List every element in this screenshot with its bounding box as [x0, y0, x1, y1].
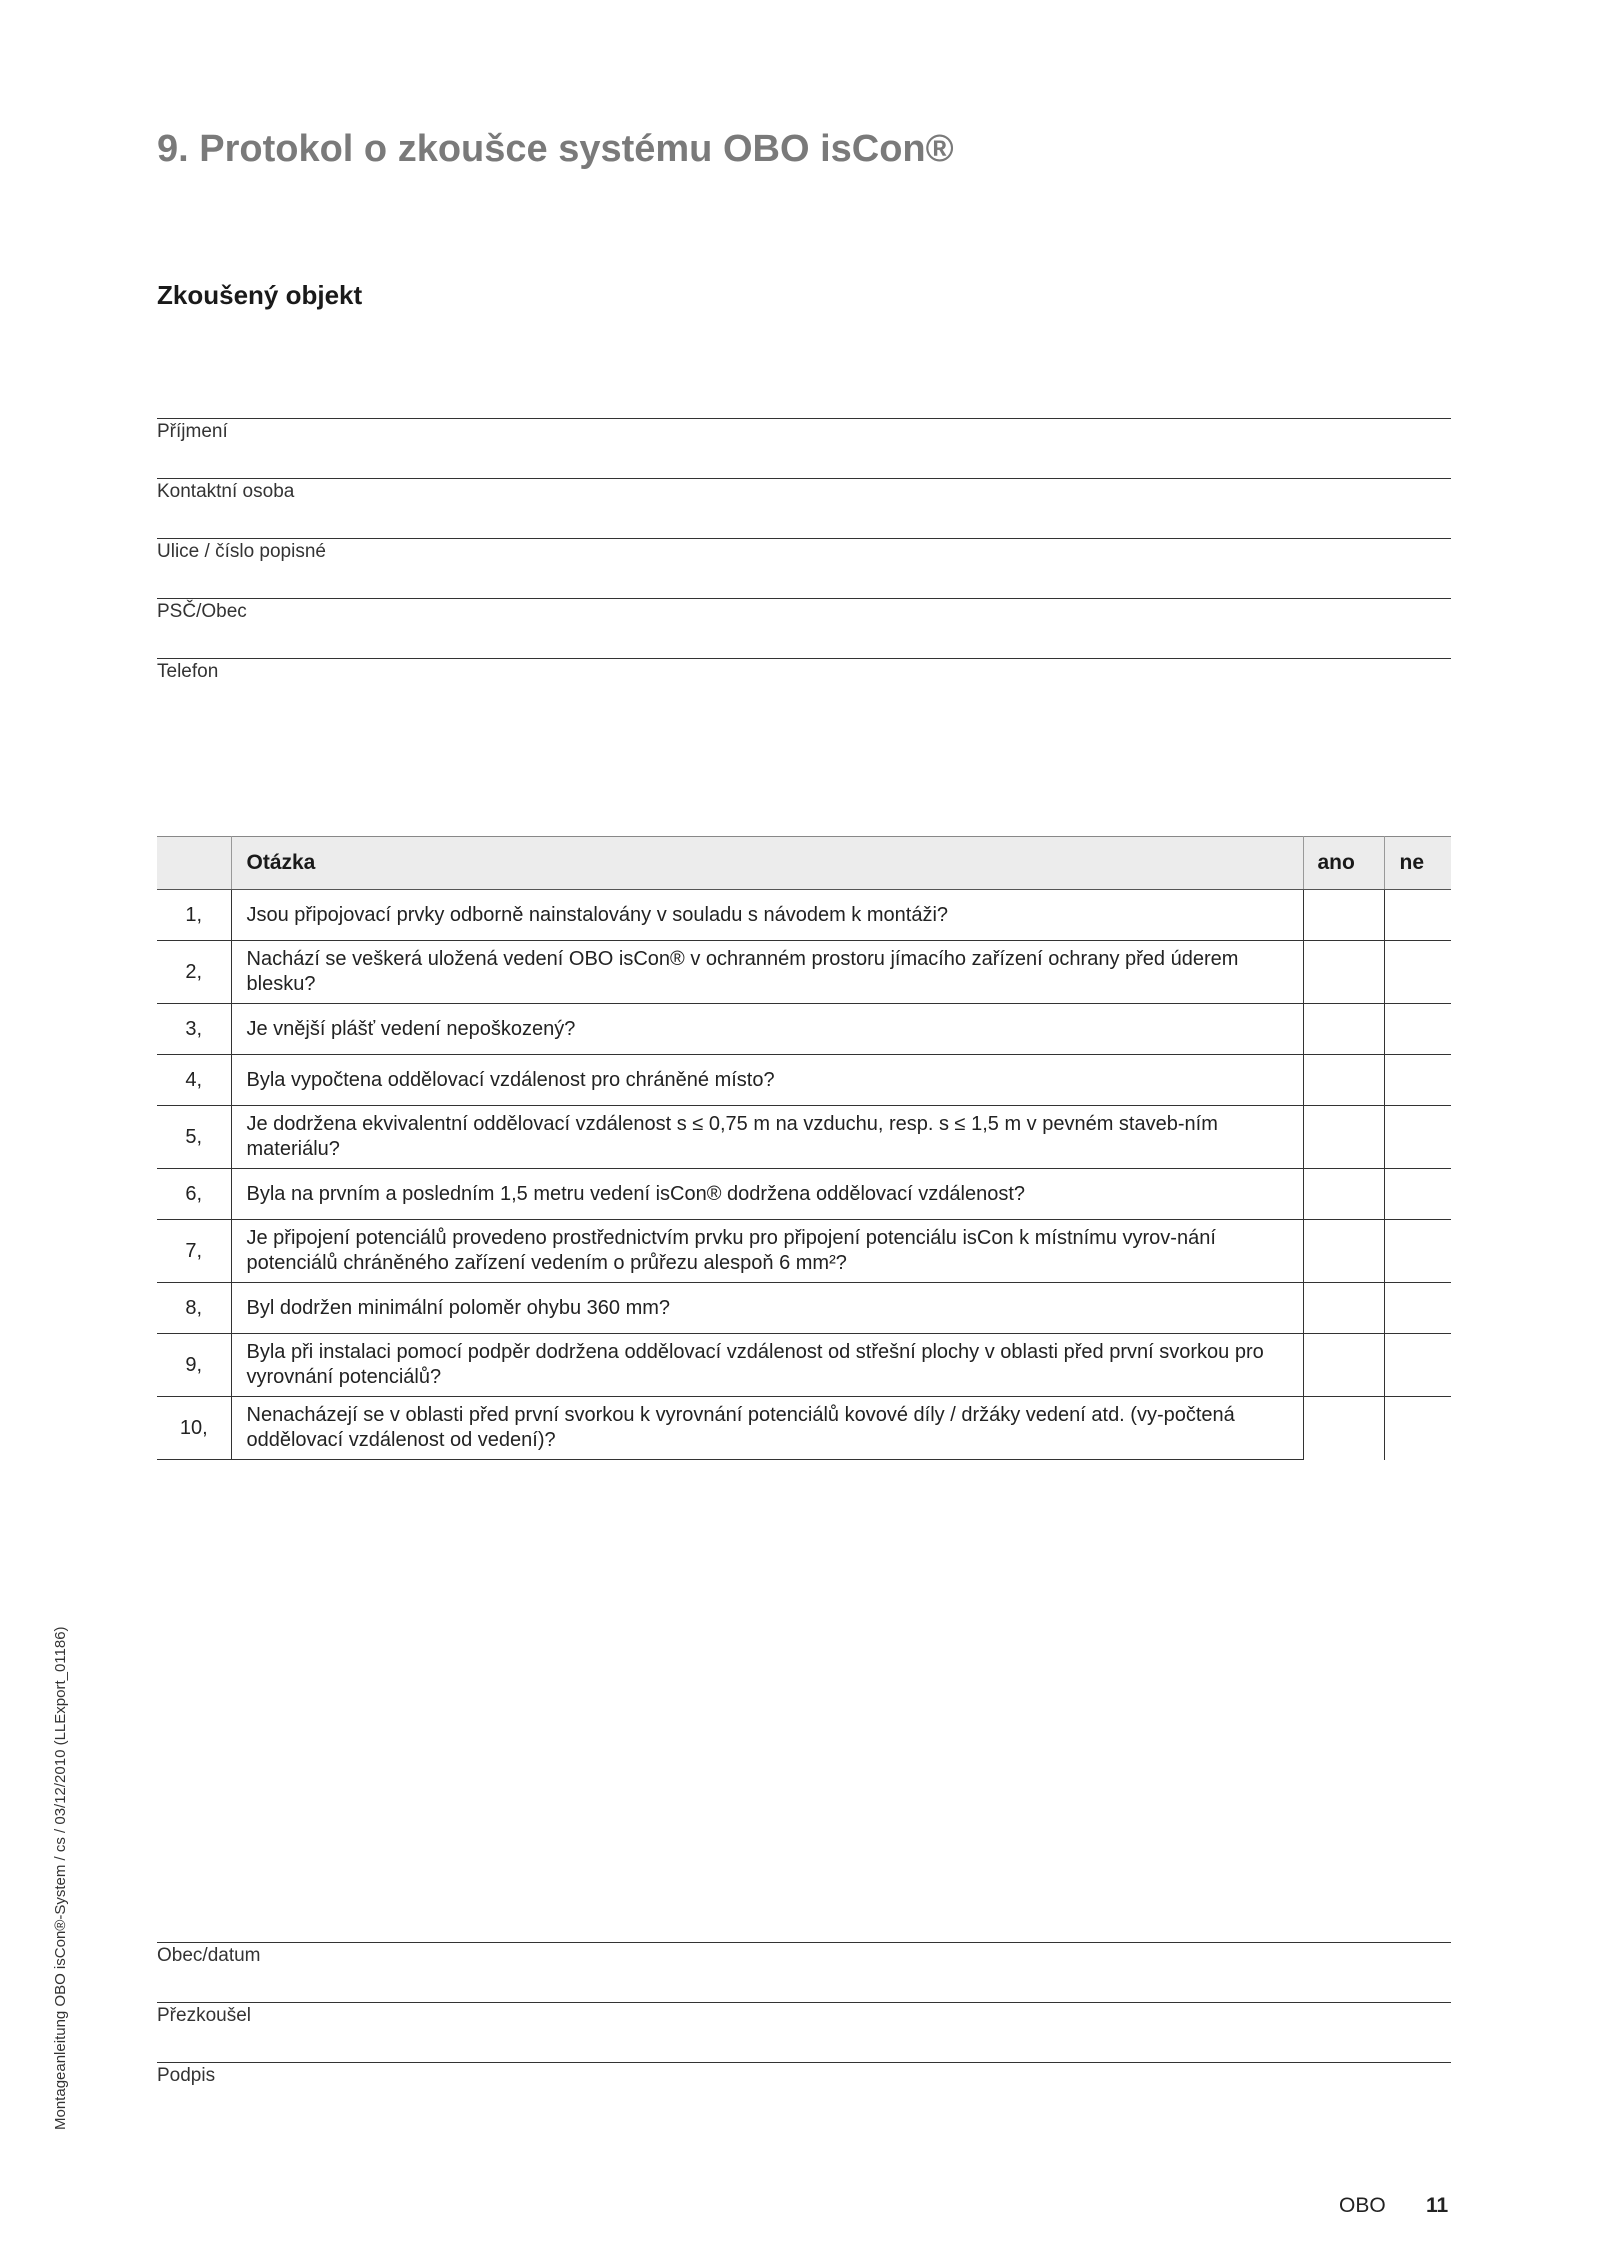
row-number: 2,	[157, 941, 231, 1004]
side-document-reference: Montageanleitung OBO isCon®-System / cs / 03/12/2010 (LLExport_01186)	[52, 1626, 69, 2130]
table-row	[157, 941, 1451, 1004]
header-question: Otázka	[231, 837, 1303, 890]
no-checkbox[interactable]	[1384, 890, 1451, 941]
header-no: ne	[1384, 837, 1451, 890]
table-row	[157, 1106, 1451, 1169]
field-city-date: Obec/datum	[157, 1942, 1451, 1967]
yes-checkbox[interactable]	[1303, 1004, 1384, 1055]
yes-checkbox[interactable]	[1303, 1106, 1384, 1169]
yes-checkbox[interactable]	[1303, 890, 1384, 941]
row-question: Nachází se veškerá uložená vedení OBO isCon® v ochranném prostoru jímacího zařízení ochrany před úderem blesku?	[231, 941, 1303, 1004]
table-row	[157, 1283, 1451, 1334]
row-number: 1,	[157, 890, 231, 941]
no-checkbox[interactable]	[1384, 1055, 1451, 1106]
row-question: Byla vypočtena oddělovací vzdálenost pro chráněné místo?	[231, 1055, 1303, 1106]
row-question: Je dodržena ekvivalentní oddělovací vzdálenost s ≤ 0,75 m na vzduchu, resp. s ≤ 1,5 m v pevném staveb-ním materiálu?	[231, 1106, 1303, 1169]
table-row	[157, 890, 1451, 941]
row-number: 9,	[157, 1334, 231, 1397]
no-checkbox[interactable]	[1384, 1220, 1451, 1283]
yes-checkbox[interactable]	[1303, 1397, 1384, 1460]
table-header-row	[157, 837, 1451, 890]
field-zip-city: PSČ/Obec	[157, 598, 1451, 623]
header-number	[157, 837, 231, 890]
row-question: Nenacházejí se v oblasti před první svorkou k vyrovnání potenciálů kovové díly / držáky vedení atd. (vy-počtená oddělovací vzdálenost od vedení)?	[231, 1397, 1303, 1460]
field-inspector: Přezkoušel	[157, 2002, 1451, 2027]
row-number: 8,	[157, 1283, 231, 1334]
header-yes: ano	[1303, 837, 1384, 890]
yes-checkbox[interactable]	[1303, 1220, 1384, 1283]
row-number: 7,	[157, 1220, 231, 1283]
no-checkbox[interactable]	[1384, 1169, 1451, 1220]
field-phone: Telefon	[157, 658, 1451, 683]
question-table	[157, 836, 1451, 1460]
section-title: Zkoušený objekt	[157, 280, 363, 310]
table-row	[157, 1220, 1451, 1283]
field-surname: Příjmení	[157, 418, 1451, 443]
yes-checkbox[interactable]	[1303, 941, 1384, 1004]
table-row	[157, 1004, 1451, 1055]
yes-checkbox[interactable]	[1303, 1334, 1384, 1397]
page-title: 9. Protokol o zkoušce systému OBO isCon®	[157, 128, 954, 170]
no-checkbox[interactable]	[1384, 941, 1451, 1004]
table-row	[157, 1397, 1451, 1460]
no-checkbox[interactable]	[1384, 1334, 1451, 1397]
field-contact-person: Kontaktní osoba	[157, 478, 1451, 503]
row-question: Je vnější plášť vedení nepoškozený?	[231, 1004, 1303, 1055]
no-checkbox[interactable]	[1384, 1004, 1451, 1055]
no-checkbox[interactable]	[1384, 1397, 1451, 1460]
table-row	[157, 1169, 1451, 1220]
row-question: Byla na prvním a posledním 1,5 metru vedení isCon® dodržena oddělovací vzdálenost?	[231, 1169, 1303, 1220]
no-checkbox[interactable]	[1384, 1283, 1451, 1334]
yes-checkbox[interactable]	[1303, 1169, 1384, 1220]
row-number: 6,	[157, 1169, 231, 1220]
row-number: 4,	[157, 1055, 231, 1106]
row-question: Je připojení potenciálů provedeno prostřednictvím prvku pro připojení potenciálu isCon k místnímu vyrov-nání potenciálů chráněného zařízení vedením o průřezu alespoň 6 mm²?	[231, 1220, 1303, 1283]
yes-checkbox[interactable]	[1303, 1055, 1384, 1106]
row-number: 5,	[157, 1106, 231, 1169]
row-number: 3,	[157, 1004, 231, 1055]
row-question: Byla při instalaci pomocí podpěr dodržena oddělovací vzdálenost od střešní plochy v oblasti před první svorkou pro vyrovnání potenciálů?	[231, 1334, 1303, 1397]
no-checkbox[interactable]	[1384, 1106, 1451, 1169]
footer-brand: OBO	[1339, 2194, 1386, 2217]
field-signature: Podpis	[157, 2062, 1451, 2087]
yes-checkbox[interactable]	[1303, 1283, 1384, 1334]
row-number: 10,	[157, 1397, 231, 1460]
table-row	[157, 1334, 1451, 1397]
row-question: Jsou připojovací prvky odborně nainstalovány v souladu s návodem k montáži?	[231, 890, 1303, 941]
field-street: Ulice / číslo popisné	[157, 538, 1451, 563]
page-number: 11	[1426, 2194, 1449, 2217]
row-question: Byl dodržen minimální poloměr ohybu 360 mm?	[231, 1283, 1303, 1334]
table-row	[157, 1055, 1451, 1106]
